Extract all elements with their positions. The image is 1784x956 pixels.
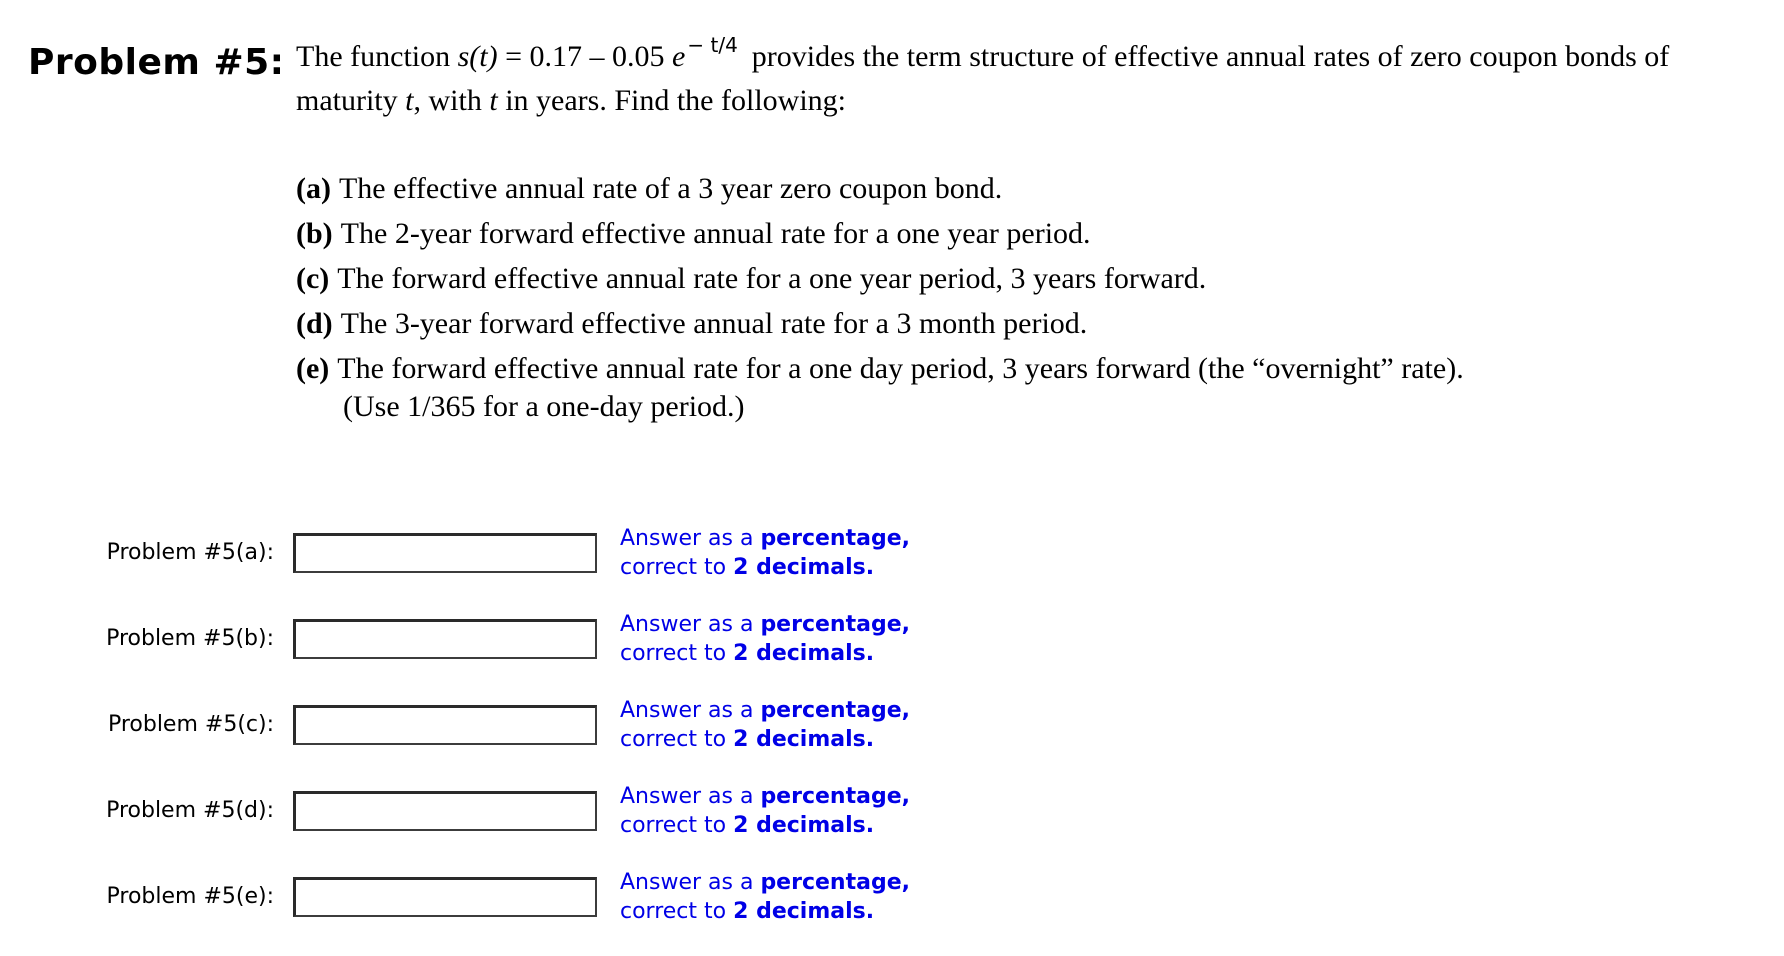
- problem-statement: [296, 33, 1776, 121]
- statement-function: s(t): [457, 40, 498, 73]
- part-b: [296, 215, 1091, 253]
- hint-comma: ,: [901, 698, 910, 723]
- hint-text: correct to: [620, 813, 734, 838]
- statement-intro: The function: [296, 40, 458, 73]
- hint-period: .: [865, 555, 875, 580]
- statement-e: e: [672, 40, 686, 73]
- hint-bold: percentage: [760, 526, 902, 551]
- hint-bold: 2 decimals: [733, 813, 866, 838]
- hint-text: Answer as a: [620, 698, 761, 723]
- answer-input-d[interactable]: [293, 791, 597, 831]
- part-a: [296, 170, 1002, 208]
- hint-bold: 2 decimals: [733, 899, 866, 924]
- answer-hint-e: [620, 868, 910, 926]
- hint-period: .: [865, 641, 875, 666]
- statement-exponent: − t/4: [687, 33, 738, 57]
- part-e: [296, 350, 1464, 426]
- part-label: (e): [296, 352, 330, 385]
- part-label: (c): [296, 262, 330, 295]
- answer-label-e: Problem #5(e):: [106, 884, 274, 909]
- part-text: The 2-year forward effective annual rate for a one year period.: [340, 217, 1091, 250]
- answer-input-a[interactable]: [293, 533, 597, 573]
- part-label: (d): [296, 307, 333, 340]
- hint-text: correct to: [620, 555, 734, 580]
- part-text: The 3-year forward effective annual rate for a 3 month period.: [340, 307, 1088, 340]
- hint-bold: percentage: [760, 870, 902, 895]
- hint-text: correct to: [620, 641, 734, 666]
- statement-line-2: [296, 80, 1776, 121]
- hint-text: Answer as a: [620, 612, 761, 637]
- hint-bold: percentage: [760, 784, 902, 809]
- statement-line2-prefix: maturity: [296, 84, 406, 117]
- statement-line2-mid: , with: [413, 84, 490, 117]
- part-c: [296, 260, 1206, 298]
- hint-period: .: [865, 813, 875, 838]
- answer-hint-c: [620, 696, 910, 754]
- part-text: The forward effective annual rate for a one day period, 3 years forward (the “overnight” rate).: [337, 352, 1464, 385]
- part-label: (a): [296, 172, 331, 205]
- statement-t2: t: [489, 84, 498, 117]
- answer-input-e[interactable]: [293, 877, 597, 917]
- hint-comma: ,: [901, 784, 910, 809]
- hint-comma: ,: [901, 612, 910, 637]
- answer-input-b[interactable]: [293, 619, 597, 659]
- answer-hint-b: [620, 610, 910, 668]
- answer-label-a: Problem #5(a):: [106, 540, 274, 565]
- part-text: The forward effective annual rate for a one year period, 3 years forward.: [337, 262, 1207, 295]
- hint-comma: ,: [901, 870, 910, 895]
- hint-period: .: [865, 899, 875, 924]
- hint-bold: percentage: [760, 612, 902, 637]
- statement-equals: = 0.17 – 0.05: [497, 40, 673, 73]
- part-label: (b): [296, 217, 333, 250]
- answer-label-d: Problem #5(d):: [106, 798, 274, 823]
- hint-bold: 2 decimals: [733, 555, 866, 580]
- answer-hint-a: [620, 524, 910, 582]
- answer-input-c[interactable]: [293, 705, 597, 745]
- statement-line2-suffix: in years. Find the following:: [497, 84, 846, 117]
- hint-text: correct to: [620, 727, 734, 752]
- problem-heading: Problem #5:: [28, 42, 285, 83]
- answer-label-b: Problem #5(b):: [106, 626, 274, 651]
- hint-period: .: [865, 727, 875, 752]
- hint-text: correct to: [620, 899, 734, 924]
- answer-hint-d: [620, 782, 910, 840]
- answer-label-c: Problem #5(c):: [107, 712, 274, 737]
- hint-bold: 2 decimals: [733, 727, 866, 752]
- statement-t1: t: [405, 84, 414, 117]
- hint-bold: percentage: [760, 698, 902, 723]
- hint-text: Answer as a: [620, 870, 761, 895]
- part-text: The effective annual rate of a 3 year zero coupon bond.: [338, 172, 1003, 205]
- part-continuation: (Use 1/365 for a one-day period.): [343, 390, 745, 423]
- hint-comma: ,: [901, 526, 910, 551]
- hint-bold: 2 decimals: [733, 641, 866, 666]
- statement-line-1: [296, 33, 1776, 80]
- part-d: [296, 305, 1087, 343]
- hint-text: Answer as a: [620, 526, 761, 551]
- hint-text: Answer as a: [620, 784, 761, 809]
- statement-after-exponent: provides the term structure of effective annual rates of zero coupon bonds of: [751, 40, 1670, 73]
